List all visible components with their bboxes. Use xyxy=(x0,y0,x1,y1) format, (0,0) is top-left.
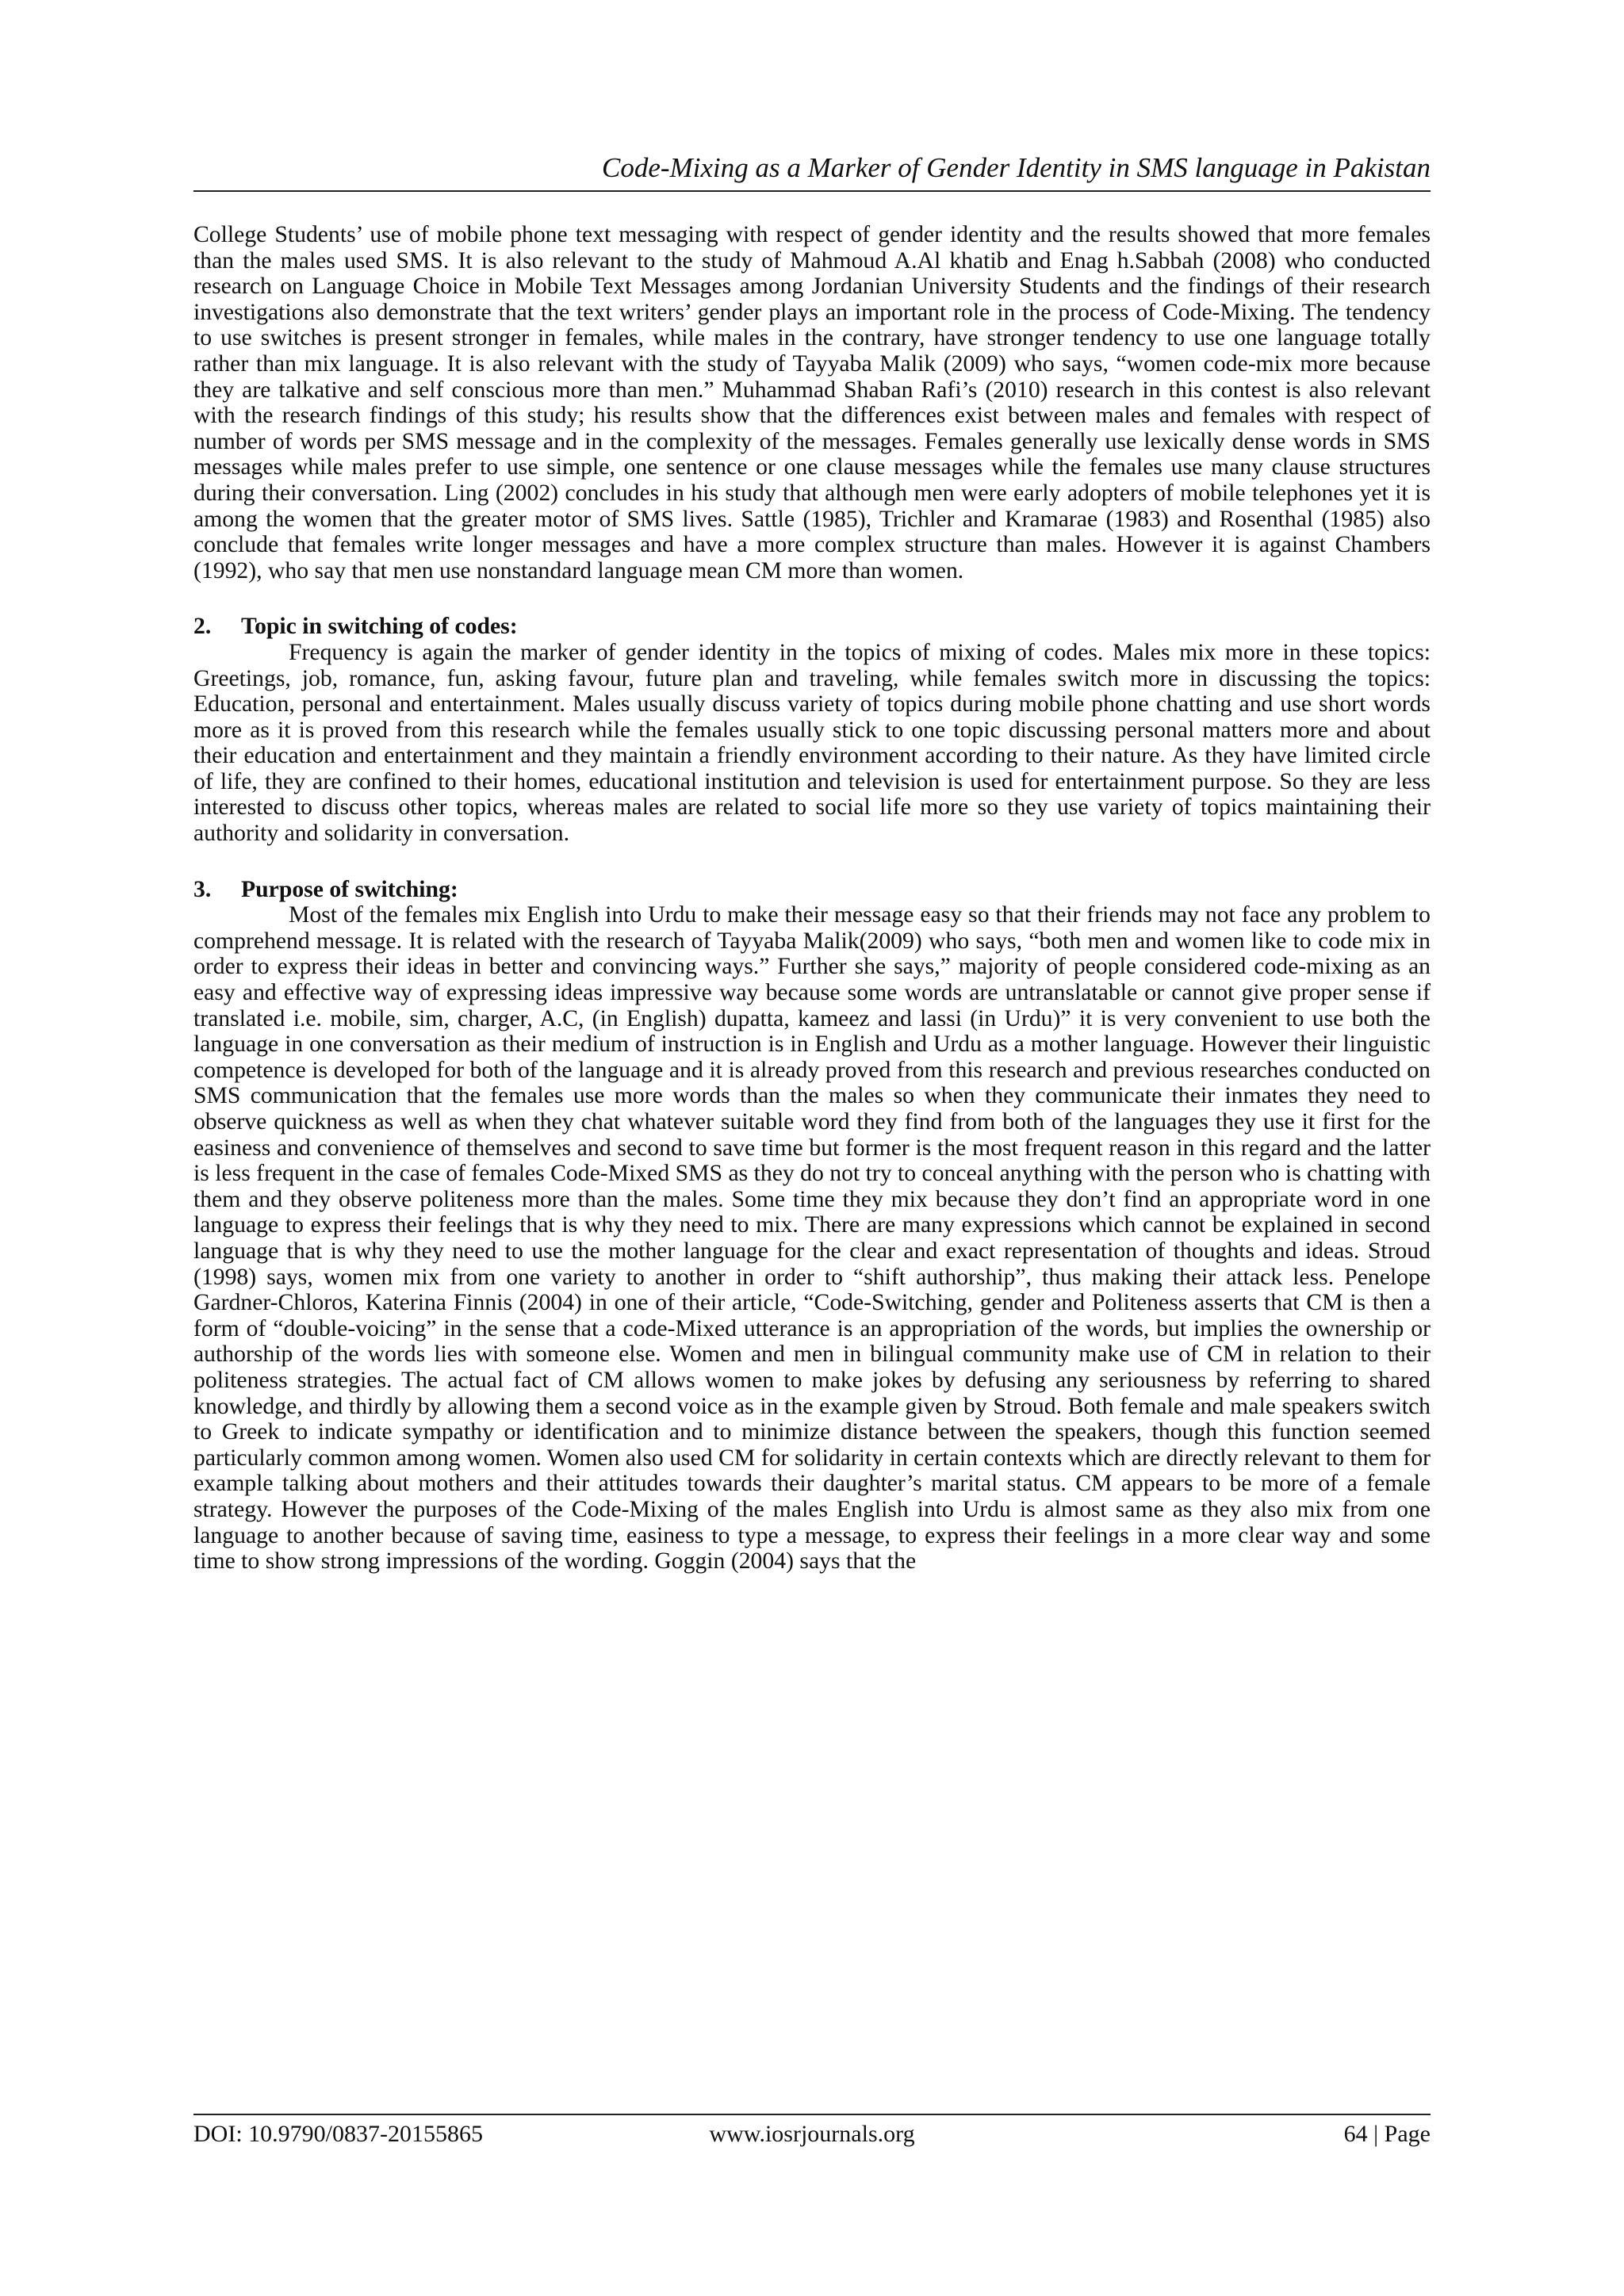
section-paragraph-topic-switching: Frequency is again the marker of gender identity in the topics of mixing of codes. Males mix more in these topics: Greetings, job, romance, fun, asking favour, future plan and traveling, while females switch more in discussing the topics: Education, personal and entertainment. Males usually discuss variety of topics during mobile phone chatting and use short words more as it is proved from this research while the females usually stick to one topic discussing personal matters more and about their education and entertainment and they maintain a friendly environment according to their nature. As they have limited circle of life, they are confined to their homes, educational institution and television is used for entertainment purpose. So they are less interested to discuss other topics, whereas males are related to social life more so they use variety of topics maintaining their authority and solidarity in conversation. xyxy=(193,639,1431,847)
section-title: Topic in switching of codes: xyxy=(241,614,518,640)
footer-rule xyxy=(193,2114,1431,2115)
section-number: 2. xyxy=(193,614,212,640)
page-number: 64 | Page xyxy=(1343,2121,1431,2147)
page-footer xyxy=(193,2120,1431,2152)
journal-website: www.iosrjournals.org xyxy=(709,2121,915,2147)
section-title: Purpose of switching: xyxy=(241,876,458,902)
section-paragraph-purpose-switching: Most of the females mix English into Urdu to make their message easy so that their friends may not face any problem to comprehend message. It is related with the research of Tayyaba Malik(2009) who says, “both men and women like to code mix in order to express their ideas in better and convincing ways.” Further she says,” majority of people considered code-mixing as an easy and effective way of expressing ideas impressive way because some words are untranslatable or cannot give proper sense if translated i.e. mobile, sim, charger, A.C, (in English) dupatta, kameez and lassi (in Urdu)” it is very convenient to use both the language in one conversation as their medium of instruction is in English and Urdu as a mother language. However their linguistic competence is developed for both of the language and it is already proved from this research and previous researches conducted on SMS communication that the females use more words than the males so when they communicate their inmates they need to observe quickness as well as when they chat whatever suitable word they find from both of the languages they use it first for the easiness and convenience of themselves and second to save time but former is the most frequent reason in this regard and the latter is less frequent in the case of females Code-Mixed SMS as they do not try to conceal anything with the person who is chatting with them and they observe politeness more than the males. Some time they mix because they don’t find an appropriate word in one language to express their feelings that is why they need to mix. There are many expressions which cannot be explained in second language that is why they need to use the mother language for the clear and exact representation of thoughts and ideas. Stroud (1998) says, women mix from one variety to another in order to “shift authorship”, thus making their attack less. Penelope Gardner-Chloros, Katerina Finnis (2004) in one of their article, “Code-Switching, gender and Politeness asserts that CM is then a form of “double-voicing” in the sense that a code-Mixed utterance is an appropriation of the words, but implies the ownership or authorship of the words lies with someone else. Women and men in bilingual community make use of CM in relation to their politeness strategies. The actual fact of CM allows women to make jokes by defusing any seriousness by referring to shared knowledge, and thirdly by allowing them a second voice as in the example given by Stroud. Both female and male speakers switch to Greek to indicate sympathy or identification and to minimize distance between the speakers, though this function seemed particularly common among women. Women also used CM for solidarity in certain contexts which are directly relevant to them for example talking about mothers and their attitudes towards their daughter’s marital status. CM appears to be more of a female strategy. However the purposes of the Code-Mixing of the males English into Urdu is almost same as they also mix from one language to another because of saving time, easiness to type a message, to express their feelings in a more clear way and some time to show strong impressions of the wording. Goggin (2004) says that the xyxy=(193,902,1431,1575)
intro-paragraph: College Students’ use of mobile phone text messaging with respect of gender identity and the results showed that more females than the males used SMS. It is also relevant to the study of Mahmoud A.Al khatib and Enag h.Sabbah (2008) who conducted research on Language Choice in Mobile Text Messages among Jordanian University Students and the findings of their research investigations also demonstrate that the text writers’ gender plays an important role in the process of Code-Mixing. The tendency to use switches is present stronger in females, while males in the contrary, have stronger tendency to use one language totally rather than mix language. It is also relevant with the study of Tayyaba Malik (2009) who says, “women code-mix more because they are talkative and self conscious more than men.” Muhammad Shaban Rafi’s (2010) research in this contest is also relevant with the research findings of this study; his results show that the differences exist between males and females with respect of number of words per SMS message and in the complexity of the messages. Females generally use lexically dense words in SMS messages while males prefer to use simple, one sentence or one clause messages while the females use many clause structures during their conversation. Ling (2002) concludes in his study that although men were early adopters of mobile telephones yet it is among the women that the greater motor of SMS lives. Sattle (1985), Trichler and Kramarae (1983) and Rosenthal (1985) also conclude that females write longer messages and have a more complex structure than males. However it is against Chambers (1992), who say that men use nonstandard language mean CM more than women. xyxy=(193,222,1431,584)
running-header: Code-Mixing as a Marker of Gender Identity in SMS language in Pakistan xyxy=(602,152,1431,183)
article-body xyxy=(193,222,1431,1575)
section-heading-purpose-switching xyxy=(193,877,1431,903)
section-heading-topic-switching xyxy=(193,614,1431,640)
section-number: 3. xyxy=(193,876,212,902)
doi-text: DOI: 10.9790/0837-20155865 xyxy=(193,2121,483,2147)
header-rule xyxy=(193,190,1431,192)
